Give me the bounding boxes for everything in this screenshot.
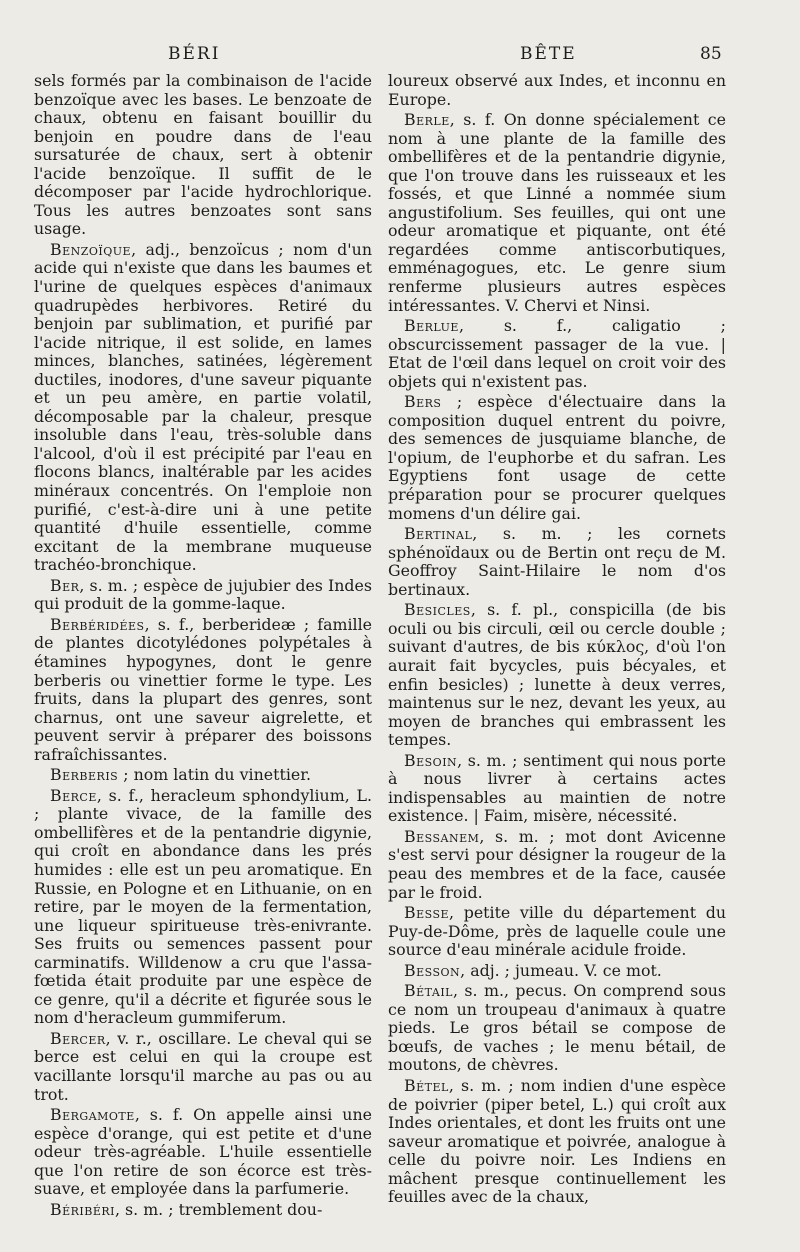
entry-text: , petite ville du département du Puy-de-Dôme, près de laquelle coule une source d'eau minérale acidule froide. — [388, 903, 726, 960]
dictionary-entry — [34, 577, 372, 614]
dictionary-entry — [388, 982, 726, 1075]
dictionary-entry — [388, 317, 726, 391]
dictionary-entry — [388, 601, 726, 749]
dictionary-entry — [388, 111, 726, 315]
entry-headword: Besoin — [404, 750, 458, 770]
entry-headword: Bergamote — [50, 1105, 135, 1125]
page-number: 85 — [700, 44, 722, 64]
entry-headword: Bertinal — [404, 524, 473, 544]
running-head-left: BÉRI — [168, 44, 221, 64]
entry-text: , s. f. On donne spécialement ce nom à une plante de la famille des ombellifères et de la pentandrie digynie, que l'on trouve dans les ruisseaux et les fossés, et que Linné a nommée sium angustifolium. Ses feuilles, qui ont une odeur aromatique et piquante, ont été regardées comme antiscorbutiques, emménagogues, etc. Le genre sium renferme plusieurs autres espèces intéressantes. V. Chervi et Ninsi. — [388, 110, 726, 315]
entry-headword: Besicles — [404, 600, 471, 620]
entry-continuation — [34, 72, 372, 239]
dictionary-entry — [34, 1201, 372, 1220]
entry-headword: Besse — [404, 903, 450, 923]
entry-headword: Bercer — [50, 1028, 106, 1048]
left-column — [34, 72, 372, 1221]
running-head-right: BÊTE — [520, 44, 577, 64]
entry-text: , s. m. ; les cornets sphénoïdaux ou de Bertin ont reçu de M. Geoffroy Saint-Hilaire le nom d'os bertinaux. — [388, 524, 726, 599]
entry-text: , adj., benzoïcus ; nom d'un acide qui n'existe que dans les baumes et l'urine de quelques espèces d'animaux quadrupèdes herbivores. Retiré du benjoin par sublimation, et purifié par l'acide nitrique, il est solide, en lames minces, blanches, satinées, légèrement ductiles, inodores, d'une saveur piquante et un peu amère, en partie volatil, décomposable par la chaleur, presque insoluble dans l'eau, très-soluble dans l'alcool, d'où il est précipité par l'eau en flocons blancs, inaltérable par les acides minéraux concentrés. On l'emploie non purifié, c'est-à-dire uni à une petite quantité d'huile essentielle, comme excitant de la membrane muqueuse trachéo-bronchique. — [34, 239, 372, 575]
entry-continuation — [388, 72, 726, 109]
entry-headword: Berle — [404, 110, 450, 130]
dictionary-entry — [388, 393, 726, 523]
entry-text: , s. m. ; nom indien d'une espèce de poivrier (piper betel, L.) qui croît aux Indes orientales, et dont les fruits ont une saveur aromatique et poivrée, analogue à celle du poivre noir. Les Indiens en mâchent presque continuellement les feuilles avec de la chaux, — [388, 1075, 726, 1207]
entry-headword: Berlue — [404, 316, 459, 336]
entry-headword: Bétel — [404, 1075, 449, 1095]
dictionary-entry — [388, 904, 726, 960]
entry-text: , s. m. ; sentiment qui nous porte à nous livrer à certains actes indispensables au maintien de notre existence. | Faim, misère, nécessité. — [388, 750, 726, 826]
entry-text: , s. f., caligatio ; obscurcissement passager de la vue. | Etat de l'œil dans lequel on croit voir des objets qui n'existent pas. — [388, 316, 726, 391]
entry-headword: Berbéridées — [50, 614, 145, 634]
entry-text: , s. m. ; espèce de jujubier des Indes qui produit de la gomme-laque. — [34, 575, 372, 614]
entry-headword: Besson — [404, 960, 461, 980]
dictionary-entry — [34, 787, 372, 1028]
entry-text: sels formés par la combinaison de l'acide benzoïque avec les bases. Le benzoate de chaux, obtenu en faisant bouillir du benjoin en poudre dans de l'eau sursaturée de chaux, sert à obtenir l'acide benzoïque. Il suffit de le décomposer par l'acide hydrochlorique. Tous les autres benzoates sont sans usage. — [34, 71, 372, 239]
dictionary-entry — [34, 1030, 372, 1104]
entry-text: ; espèce d'électuaire dans la composition duquel entrent du poivre, des semences de jusquiame blanche, de l'opium, de l'euphorbe et du safran. Les Egyptiens font usage de cette préparation pour se procurer quelques momens d'un délire gai. — [388, 392, 726, 523]
entry-text: , s. f. pl., conspicilla (de bis oculi ou bis circuli, œil ou cercle double ; suivant d'autres, de bis κύκλος, d'où l'on aurait fait bycycles, puis bécyales, et enfin besicles) ; lunette à deux verres, maintenus sur le nez, devant les yeux, au moyen de branches qui embrassent les tempes. — [388, 600, 726, 750]
entry-text: , s. m. ; mot dont Avicenne s'est servi pour désigner la rougeur de la peau des membres et de la face, causée par le froid. — [388, 826, 726, 902]
entry-text: , s. f., berberideæ ; famille de plantes dicotylédones polypétales à étamines hypogynes, dont le genre berberis ou vinettier forme le type. Les fruits, dans la plupart des genres, sont charnus, ont une saveur aigrelette, et peuvent servir à préparer des boissons rafraîchissantes. — [34, 614, 372, 764]
entry-headword: Béribéri — [50, 1199, 116, 1219]
dictionary-entry — [34, 766, 372, 785]
entry-headword: Bers — [404, 392, 442, 412]
dictionary-entry — [34, 616, 372, 764]
entry-headword: Ber — [50, 575, 80, 595]
dictionary-entry — [34, 1106, 372, 1199]
dictionary-entry — [388, 752, 726, 826]
entry-text: , adj. ; jumeau. V. ce mot. — [460, 960, 662, 980]
entry-text: , s. m., pecus. On comprend sous ce nom un troupeau d'animaux à quatre pieds. Le gros bétail se compose de bœufs, de vaches ; le menu bétail, de moutons, de chèvres. — [388, 981, 726, 1075]
entry-headword: Berce — [50, 785, 97, 805]
entry-text: loureux observé aux Indes, et inconnu en Europe. — [388, 71, 726, 109]
dictionary-entry — [388, 962, 726, 981]
dictionary-entry — [388, 1077, 726, 1207]
dictionary-entry — [388, 525, 726, 599]
entry-text: , s. f., heracleum sphondylium, L. ; plante vivace, de la famille des ombellifères et de la pentandrie digynie, qui croît en abondance dans les prés humides : elle est un peu aromatique. En Russie, en Pologne et en Lithuanie, on en retire, par le moyen de la fermentation, une liqueur spiritueuse très-enivrante. Ses fruits ou semences passent pour carminatifs. Willdenow a cru que l'assa-fœtida était produite par une espèce de ce genre, qu'il a décrite et figurée sous le nom d'heracleum gummiferum. — [34, 785, 372, 1028]
entry-headword: Benzoïque — [50, 239, 132, 259]
entry-text: ; nom latin du vinettier. — [118, 765, 312, 785]
dictionary-entry — [388, 828, 726, 902]
dictionary-entry — [34, 241, 372, 575]
right-column — [388, 72, 726, 1209]
entry-headword: Bétail — [404, 981, 453, 1001]
entry-text: , s. m. ; tremblement dou- — [115, 1199, 323, 1219]
entry-text: , v. r., oscillare. Le cheval qui se berce est celui en qui la croupe est vacillante lorsqu'il marche au pas ou au trot. — [34, 1028, 372, 1104]
entry-headword: Bessanem — [404, 826, 480, 846]
entry-text: , s. f. On appelle ainsi une espèce d'orange, qui est petite et d'une odeur très-agréable. L'huile essentielle que l'on retire de son écorce est très-suave, et employée dans la parfumerie. — [34, 1105, 372, 1199]
entry-headword: Berberis — [50, 765, 119, 785]
